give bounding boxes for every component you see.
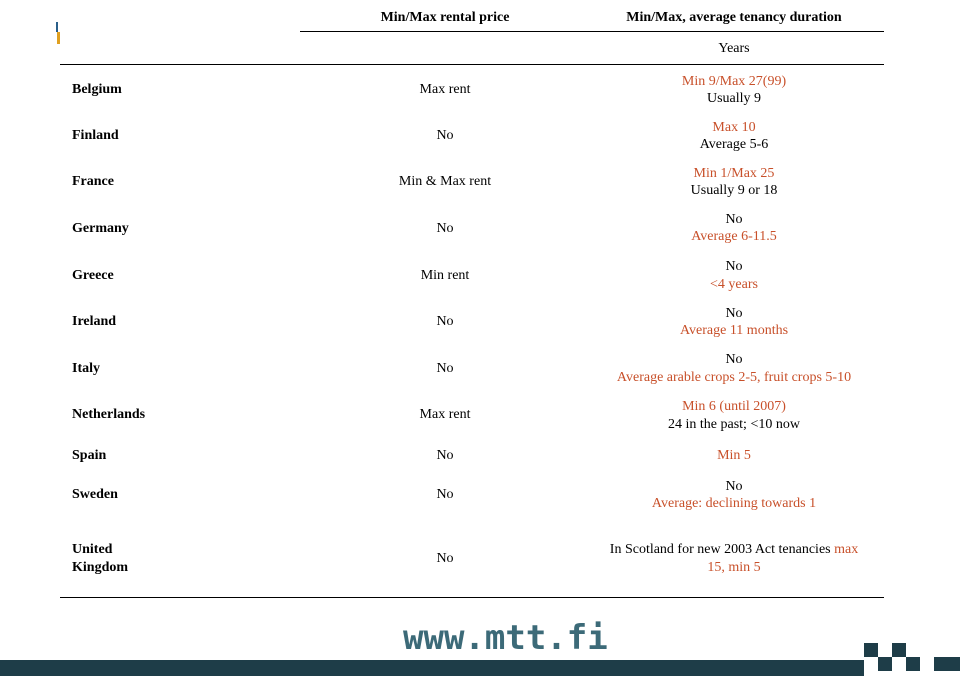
country-greece: Greece — [72, 268, 114, 283]
tenancy-italy-line2: Average arable crops 2-5, fruit crops 5-10 — [616, 370, 852, 385]
country-ireland: Ireland — [72, 314, 117, 329]
table-bottom-rule — [60, 597, 884, 598]
checker-square — [906, 657, 920, 671]
tenancy-italy-line1: No — [725, 352, 743, 367]
tenancy-germany-line2: Average 6-11.5 — [691, 229, 777, 244]
tenancy-france-line2: Usually 9 or 18 — [690, 183, 778, 198]
tenancy-sweden-line1: No — [725, 479, 743, 494]
country-germany: Germany — [72, 221, 129, 236]
rent-column-header: Min/Max rental price — [380, 10, 510, 25]
country-france: France — [72, 174, 114, 189]
tenancy-germany-line1: No — [725, 212, 743, 227]
rent-italy: No — [436, 361, 454, 376]
tenancy-uk-line1-text: In Scotland for new 2003 Act tenancies — [609, 542, 831, 557]
tenancy-greece-line2: <4 years — [710, 277, 758, 292]
mtt-logo[interactable]: www.mtt.fi — [403, 618, 608, 658]
country-uk-line1: United — [72, 542, 113, 557]
rent-belgium: Max rent — [419, 82, 471, 97]
rent-ireland: No — [436, 314, 454, 329]
tenancy-spain-line1: Min 5 — [717, 448, 751, 463]
footer-band — [0, 660, 864, 676]
tenancy-uk-line1 — [600, 541, 868, 558]
country-sweden: Sweden — [72, 487, 118, 502]
tenancy-belgium-line1: Min 9/Max 27(99) — [681, 74, 787, 89]
tenancy-netherlands-line2: 24 in the past; <10 now — [668, 417, 800, 432]
table-top-rule — [60, 64, 884, 65]
country-finland: Finland — [72, 128, 119, 143]
country-spain: Spain — [72, 448, 107, 463]
country-uk-line2: Kingdom — [72, 560, 129, 575]
country-belgium: Belgium — [72, 82, 122, 97]
tenancy-ireland-line1: No — [725, 306, 743, 321]
checker-square — [864, 643, 878, 657]
tenancy-uk-line1-highlight: max — [834, 542, 859, 557]
tenancy-france-line1: Min 1/Max 25 — [693, 166, 775, 181]
rent-france: Min & Max rent — [398, 174, 492, 189]
rent-germany: No — [436, 221, 454, 236]
tenancy-ireland-line2: Average 11 months — [679, 323, 789, 338]
tenancy-netherlands-line1: Min 6 (until 2007) — [682, 399, 786, 414]
rent-spain: No — [436, 448, 454, 463]
checker-square — [878, 657, 892, 671]
tenancy-uk-line2: 15, min 5 — [707, 560, 761, 575]
tenancy-column-header: Min/Max, average tenancy duration — [626, 10, 842, 25]
tenancy-finland-line1: Max 10 — [712, 120, 756, 135]
rent-greece: Min rent — [420, 268, 470, 283]
checker-square — [892, 643, 906, 657]
rent-netherlands: Max rent — [419, 407, 471, 422]
rent-finland: No — [436, 128, 454, 143]
tenancy-greece-line1: No — [725, 259, 743, 274]
tenancy-finland-line2: Average 5-6 — [699, 137, 769, 152]
country-italy: Italy — [72, 361, 100, 376]
checker-square — [934, 657, 960, 671]
country-netherlands: Netherlands — [72, 407, 146, 422]
header-rule — [300, 31, 884, 32]
tenancy-belgium-line2: Usually 9 — [706, 91, 762, 106]
tenancy-sweden-line2: Average: declining towards 1 — [651, 496, 817, 511]
rent-uk: No — [436, 551, 454, 566]
logo-sliver-icon — [56, 22, 60, 44]
tenancy-unit: Years — [718, 41, 750, 56]
rent-sweden: No — [436, 487, 454, 502]
